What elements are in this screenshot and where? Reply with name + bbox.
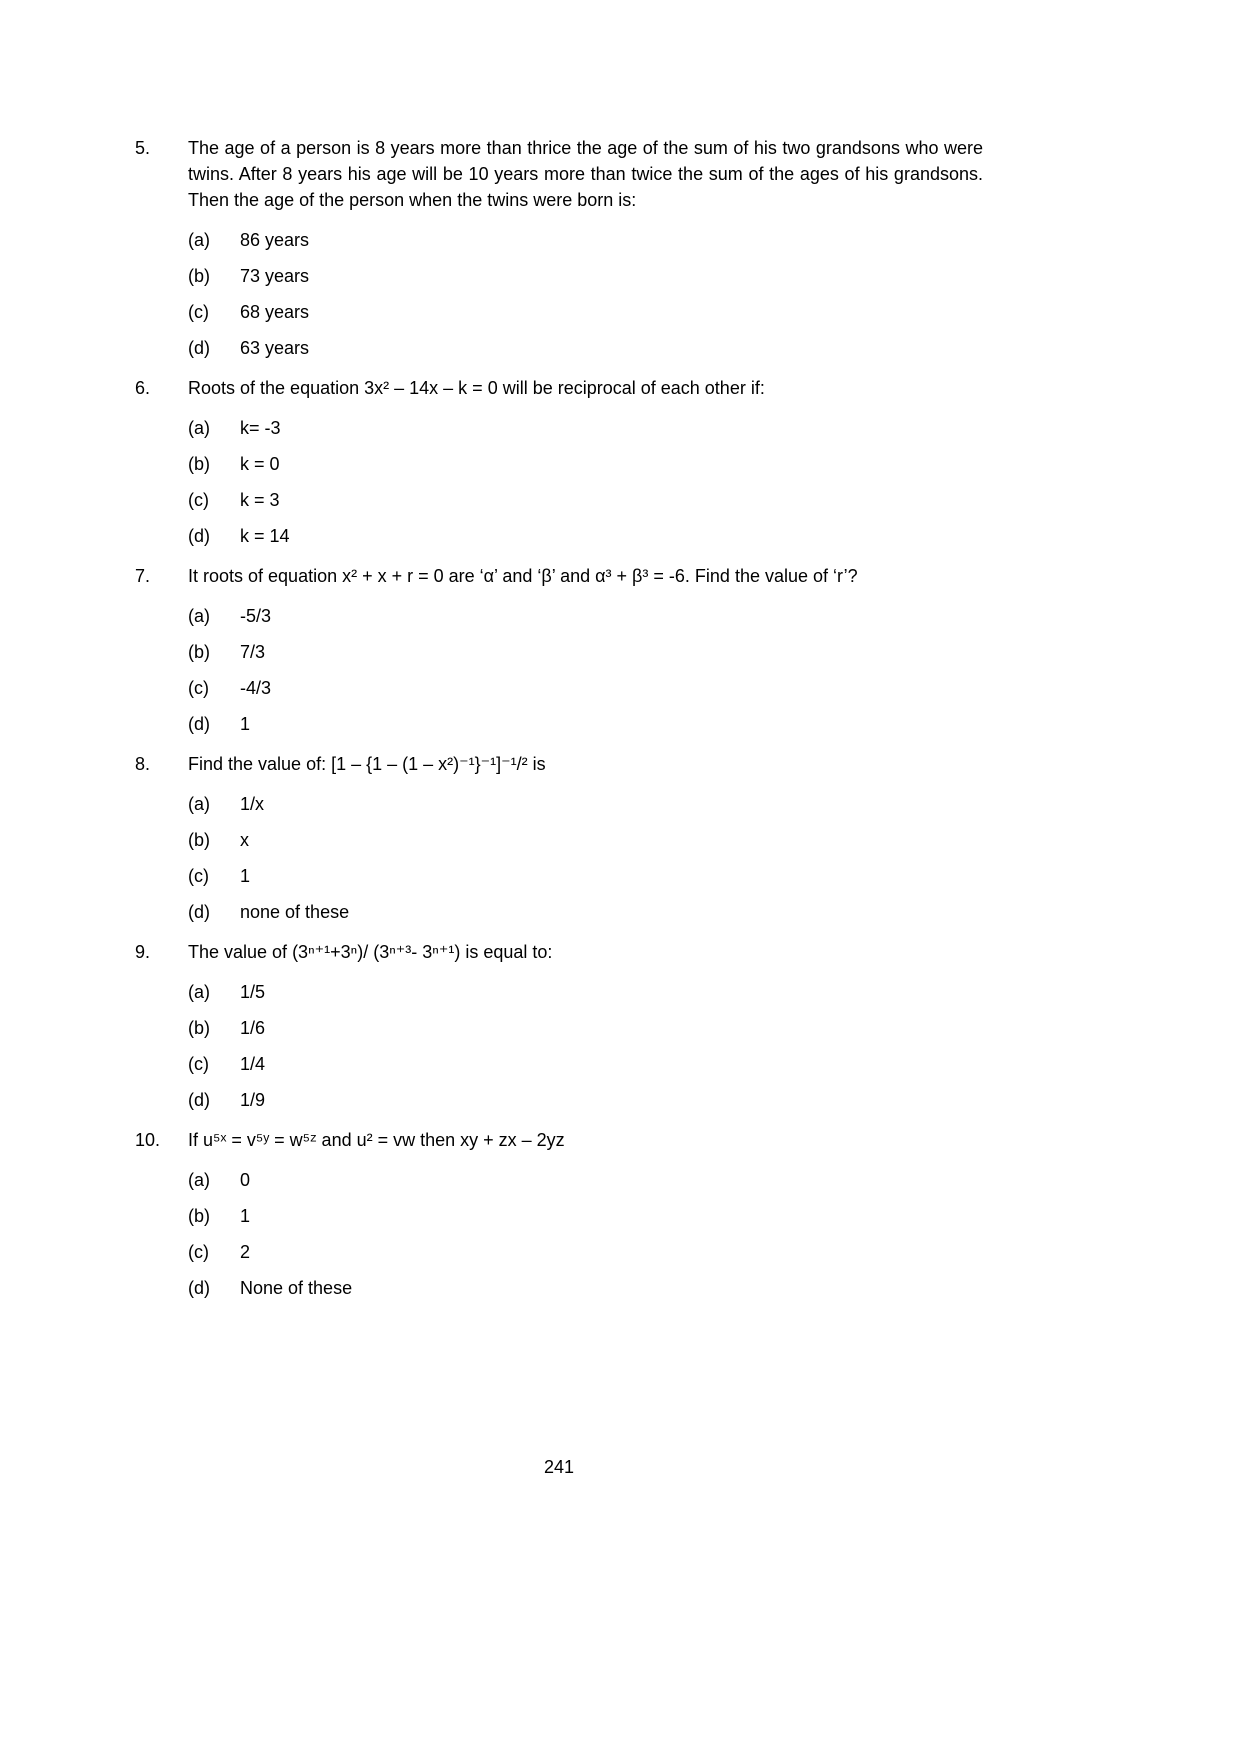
option-label: (d)	[188, 1090, 210, 1110]
option-text: 63 years	[240, 338, 310, 358]
answer-option	[188, 294, 983, 330]
answer-option	[188, 1270, 983, 1306]
option-label: (b)	[188, 1206, 210, 1226]
question-text: The value of (3ⁿ⁺¹+3ⁿ)/ (3ⁿ⁺³- 3ⁿ⁺¹) is equal to:	[188, 942, 553, 962]
option-text: -5/3	[240, 606, 272, 626]
option-text: 7/3	[240, 642, 266, 662]
options-list	[188, 974, 983, 1118]
option-label: (a)	[188, 1170, 210, 1190]
option-text: 1	[240, 714, 251, 734]
option-text: k = 14	[240, 526, 290, 546]
answer-option	[188, 822, 983, 858]
option-label: (d)	[188, 714, 210, 734]
option-text: k = 0	[240, 454, 280, 474]
option-text: 68 years	[240, 302, 310, 322]
answer-option	[188, 706, 983, 742]
option-text: x	[240, 830, 249, 850]
option-label: (b)	[188, 830, 210, 850]
question-body	[188, 135, 983, 374]
option-text: 86 years	[240, 230, 310, 250]
option-label: (b)	[188, 454, 210, 474]
answer-option	[188, 1010, 983, 1046]
question	[135, 751, 983, 938]
option-label: (c)	[188, 302, 209, 322]
question-number: 8.	[135, 754, 151, 774]
question-body	[188, 751, 983, 938]
option-text: k = 3	[240, 490, 280, 510]
option-label: (c)	[188, 1242, 209, 1262]
option-text: -4/3	[240, 678, 272, 698]
option-label: (b)	[188, 642, 210, 662]
question-body	[188, 1127, 983, 1314]
option-text: 1/9	[240, 1090, 266, 1110]
answer-option	[188, 1162, 983, 1198]
answer-option	[188, 786, 983, 822]
question	[135, 563, 983, 750]
answer-option	[188, 1046, 983, 1082]
option-text: None of these	[240, 1278, 353, 1298]
answer-option	[188, 894, 983, 930]
question	[135, 135, 983, 374]
option-text: 1	[240, 866, 251, 886]
question-number: 5.	[135, 138, 151, 158]
option-label: (b)	[188, 266, 210, 286]
question-text: Roots of the equation 3x² – 14x – k = 0 will be reciprocal of each other if:	[188, 378, 765, 398]
page-number: 241	[543, 1457, 575, 1477]
option-label: (d)	[188, 902, 210, 922]
answer-option	[188, 446, 983, 482]
question-number: 7.	[135, 566, 151, 586]
question	[135, 1127, 983, 1314]
option-label: (c)	[188, 1054, 209, 1074]
option-label: (a)	[188, 794, 210, 814]
question	[135, 939, 983, 1126]
question-number: 9.	[135, 942, 151, 962]
options-list	[188, 410, 983, 554]
question-text: If u⁵ˣ = v⁵ʸ = w⁵ᶻ and u² = vw then xy + zx – 2yz	[188, 1130, 565, 1150]
answer-option	[188, 410, 983, 446]
answer-option	[188, 858, 983, 894]
question-body	[188, 563, 983, 750]
options-list	[188, 1162, 983, 1306]
option-label: (c)	[188, 678, 209, 698]
option-text: 1/x	[240, 794, 265, 814]
question-number: 6.	[135, 378, 151, 398]
option-label: (a)	[188, 606, 210, 626]
option-label: (c)	[188, 490, 209, 510]
option-label: (b)	[188, 1018, 210, 1038]
option-label: (a)	[188, 230, 210, 250]
options-list	[188, 222, 983, 366]
option-label: (a)	[188, 982, 210, 1002]
question-body	[188, 939, 983, 1126]
option-text: 1	[240, 1206, 251, 1226]
options-list	[188, 786, 983, 930]
answer-option	[188, 1234, 983, 1270]
option-label: (a)	[188, 418, 210, 438]
question	[135, 375, 983, 562]
option-text: 73 years	[240, 266, 310, 286]
answer-option	[188, 258, 983, 294]
options-list	[188, 598, 983, 742]
option-text: 1/5	[240, 982, 266, 1002]
answer-option	[188, 1082, 983, 1118]
option-text: 1/6	[240, 1018, 266, 1038]
option-label: (d)	[188, 526, 210, 546]
option-text: k= -3	[240, 418, 281, 438]
answer-option	[188, 222, 983, 258]
option-text: 2	[240, 1242, 251, 1262]
question-text: The age of a person is 8 years more than thrice the age of the sum of his two grandsons who were twins. After 8 years his age will be 10 years more than twice the sum of the ages of his grandsons. Then the age of the person when the twins were born is:	[188, 138, 983, 210]
question-list	[135, 135, 983, 1315]
question-text: Find the value of: [1 – {1 – (1 – x²)⁻¹}⁻¹]⁻¹/² is	[188, 754, 546, 774]
answer-option	[188, 670, 983, 706]
option-text: none of these	[240, 902, 350, 922]
question-number: 10.	[135, 1130, 161, 1150]
answer-option	[188, 518, 983, 554]
answer-option	[188, 1198, 983, 1234]
option-label: (d)	[188, 338, 210, 358]
question-text: It roots of equation x² + x + r = 0 are ‘α’ and ‘β’ and α³ + β³ = -6. Find the value of ‘r’?	[188, 566, 858, 586]
option-label: (d)	[188, 1278, 210, 1298]
answer-option	[188, 598, 983, 634]
option-text: 1/4	[240, 1054, 266, 1074]
answer-option	[188, 330, 983, 366]
question-body	[188, 375, 983, 562]
answer-option	[188, 634, 983, 670]
option-label: (c)	[188, 866, 209, 886]
answer-option	[188, 974, 983, 1010]
option-text: 0	[240, 1170, 251, 1190]
answer-option	[188, 482, 983, 518]
